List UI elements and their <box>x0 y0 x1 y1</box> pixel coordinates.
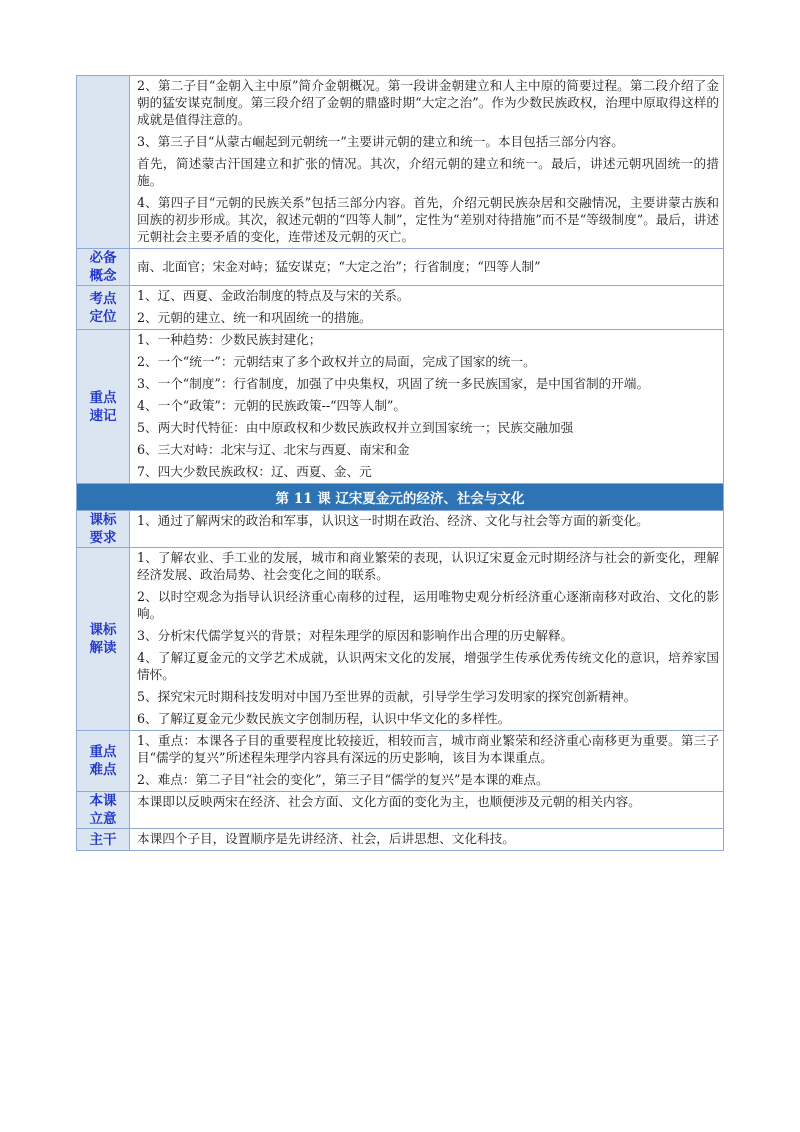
row-label-main-thread: 主干 <box>77 829 130 851</box>
content-paragraph: 7、四大少数民族政权：辽、西夏、金、元 <box>137 464 372 479</box>
row-label-cell <box>77 76 130 249</box>
row-content-cell <box>130 249 724 286</box>
row-label-key-difficult-points: 重点难点 <box>77 731 130 792</box>
row-label-curriculum-requirement: 课标要求 <box>77 511 130 548</box>
content-paragraph: 5、探究宋元时期科技发明对中国乃至世界的贡献，引导学生学习发明家的探究创新精神。 <box>137 689 637 704</box>
row-content-cell <box>130 829 724 851</box>
table-row <box>77 548 724 731</box>
content-paragraph: 4、第四子目“元朝的民族关系”包括三部分内容。首先，介绍元朝民族杂居和交融情况，主要讲蒙古族和回族的初步形成。其次，叙述元朝的“四等人制”，定性为“差别对待措施”而不是“等级制度”。最后，讲述元朝社会主要矛盾的变化，连带述及元朝的灭亡。 <box>137 195 719 244</box>
row-label-essential-concepts: 必备概念 <box>77 249 130 286</box>
content-paragraph: 3、一个“制度”：行省制度，加强了中央集权，巩固了统一多民族国家，是中国省制的开端。 <box>137 376 650 391</box>
content-paragraph: 1、一种趋势：少数民族封建化； <box>137 332 322 347</box>
content-paragraph: 3、分析宋代儒学复兴的背景；对程朱理学的原因和影响作出合理的历史解释。 <box>137 628 574 643</box>
content-paragraph: 4、一个“政策”：元朝的民族政策--“四等人制”。 <box>137 398 406 413</box>
row-label-exam-points: 考点定位 <box>77 286 130 330</box>
lesson-banner-row <box>77 484 724 511</box>
content-paragraph: 本课即以反映两宋在经济、社会方面、文化方面的变化为主，也顺便涉及元朝的相关内容。 <box>137 794 641 809</box>
row-content-cell <box>130 76 724 249</box>
content-paragraph: 4、了解辽夏金元的文学艺术成就，认识两宋文化的发展，增强学生传承优秀传统文化的意识，培养家国情怀。 <box>137 650 719 682</box>
row-content-cell <box>130 731 724 792</box>
content-paragraph: 2、第二子目“金朝入主中原”简介金朝概况。第一段讲金朝建立和人主中原的简要过程。第二段介绍了金朝的猛安谋克制度。第三段介绍了金朝的鼎盛时期“大定之治”。作为少数民族政权，治理中原取得这样的成就是值得注意的。 <box>137 78 719 127</box>
row-content-cell <box>130 792 724 829</box>
content-paragraph: 2、以时空观念为指导认识经济重心南移的过程，运用唯物史观分析经济重心逐渐南移对政治、文化的影响。 <box>137 589 719 621</box>
lesson-title: 第 11 课 辽宋夏金元的经济、社会与文化 <box>77 484 724 511</box>
table-row <box>77 286 724 330</box>
table-row <box>77 731 724 792</box>
lesson-table <box>76 75 724 851</box>
table-row <box>77 76 724 249</box>
content-paragraph: 1、辽、西夏、金政治制度的特点及与宋的关系。 <box>137 288 410 303</box>
table-row <box>77 829 724 851</box>
content-paragraph: 6、三大对峙：北宋与辽、北宋与西夏、南宋和金 <box>137 442 410 457</box>
row-label-lesson-intent: 本课立意 <box>77 792 130 829</box>
content-paragraph: 1、通过了解两宋的政治和军事，认识这一时期在政治、经济、文化与社会等方面的新变化。 <box>137 513 649 528</box>
content-paragraph: 南、北面官；宋金对峙；猛安谋克；“大定之治”；行省制度；“四等人制” <box>137 258 541 274</box>
content-paragraph: 1、重点：本课各子目的重要程度比较接近，相较而言，城市商业繁荣和经济重心南移更为重要。第三子目“儒学的复兴”所述程朱理学内容具有深远的历史影响，该目为本课重点。 <box>137 733 719 765</box>
content-paragraph: 2、元朝的建立、统一和巩固统一的措施。 <box>137 310 372 325</box>
row-label-key-memory: 重点速记 <box>77 330 130 484</box>
table-row <box>77 511 724 548</box>
content-paragraph: 2、一个“统一”：元朝结束了多个政权并立的局面，完成了国家的统一。 <box>137 354 536 369</box>
table-row <box>77 330 724 484</box>
row-content-cell <box>130 548 724 731</box>
content-paragraph: 5、两大时代特征：由中原政权和少数民族政权并立到国家统一；民族交融加强 <box>137 420 574 435</box>
content-paragraph: 1、了解农业、手工业的发展，城市和商业繁荣的表现，认识辽宋夏金元时期经济与社会的新变化，理解经济发展、政治局势、社会变化之间的联系。 <box>137 550 719 582</box>
content-paragraph: 3、第三子目“从蒙古崛起到元朝统一”主要讲元朝的建立和统一。本目包括三部分内容。 <box>137 134 624 149</box>
content-paragraph: 2、难点：第二子目“社会的变化”，第三子目“儒学的复兴”是本课的难点。 <box>137 772 549 787</box>
content-paragraph: 6、了解辽夏金元少数民族文字创制历程，认识中华文化的多样性。 <box>137 711 511 726</box>
row-content-cell <box>130 330 724 484</box>
row-label-curriculum-interpretation: 课标解读 <box>77 548 130 731</box>
table-row <box>77 249 724 286</box>
row-content-cell <box>130 511 724 548</box>
content-paragraph: 首先，简述蒙古汗国建立和扩张的情况。其次，介绍元朝的建立和统一。最后，讲述元朝巩固统一的措施。 <box>137 156 719 188</box>
content-paragraph: 本课四个子目，设置顺序是先讲经济、社会，后讲思想、文化科技。 <box>137 831 515 846</box>
table-row <box>77 792 724 829</box>
row-content-cell <box>130 286 724 330</box>
